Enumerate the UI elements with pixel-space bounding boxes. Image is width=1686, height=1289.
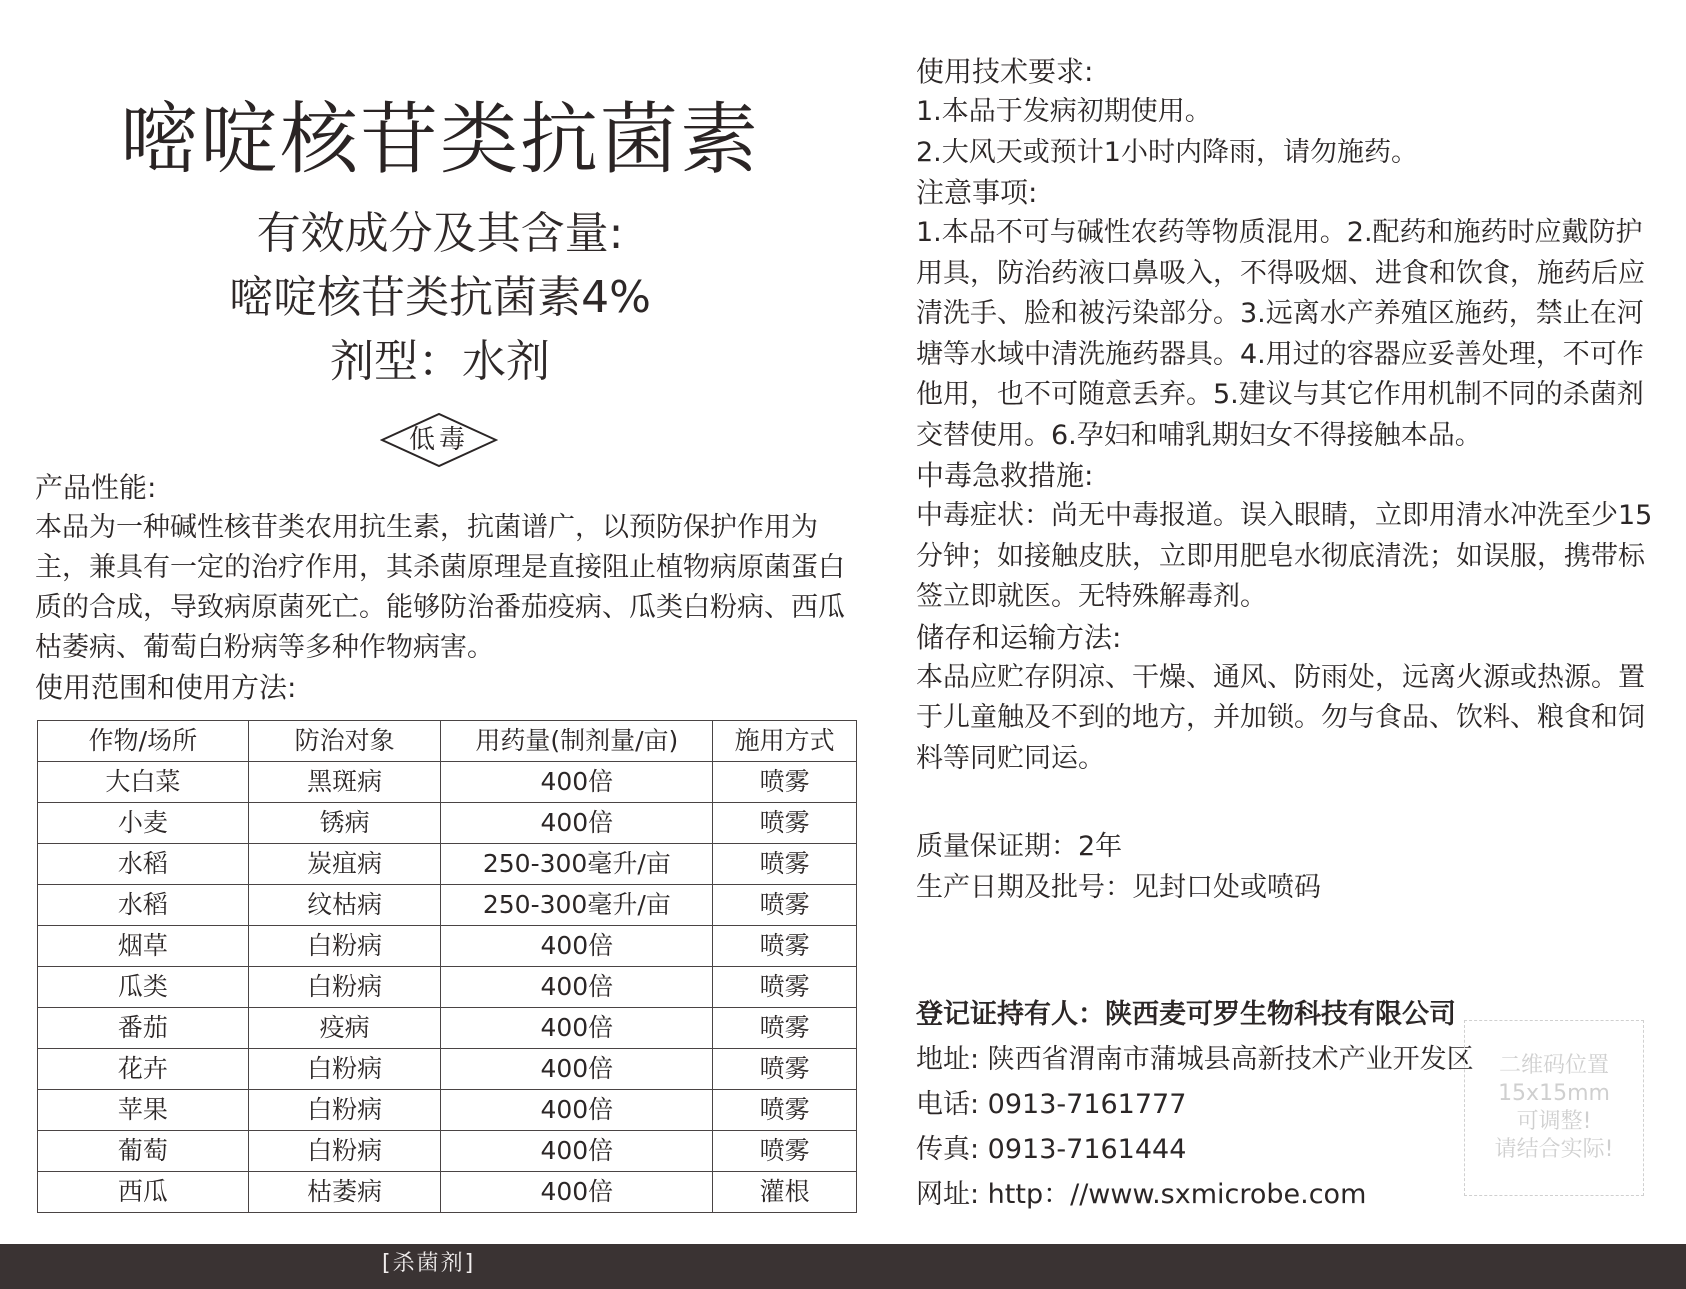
table-cell: 白粉病 xyxy=(248,1049,441,1090)
table-cell: 苹果 xyxy=(38,1090,249,1131)
table-cell: 喷雾 xyxy=(713,926,857,967)
table-cell: 喷雾 xyxy=(713,1131,857,1172)
table-cell: 疫病 xyxy=(248,1008,441,1049)
phone: 电话: 0913-7161777 xyxy=(916,1089,1187,1120)
website: 网址: http：//www.sxmicrobe.com xyxy=(916,1179,1367,1210)
table-cell: 喷雾 xyxy=(713,844,857,885)
table-cell: 枯萎病 xyxy=(248,1172,441,1213)
table-cell: 白粉病 xyxy=(248,1090,441,1131)
table-header-row xyxy=(38,721,857,762)
performance-heading: 产品性能: xyxy=(35,471,157,504)
precautions-heading: 注意事项: xyxy=(916,176,1038,209)
table-cell: 白粉病 xyxy=(248,926,441,967)
table-row xyxy=(38,967,857,1008)
usage-table xyxy=(37,720,857,1213)
technical-heading: 使用技术要求: xyxy=(916,55,1094,88)
table-cell: 喷雾 xyxy=(713,762,857,803)
table-row xyxy=(38,1008,857,1049)
storage-text: 本品应贮存阴凉、干燥、通风、防雨处，远离火源或热源。置于儿童触及不到的地方，并加锁。勿与食品、饮料、粮食和饲料等同贮同运。 xyxy=(916,661,1645,774)
table-row xyxy=(38,803,857,844)
fax: 传真: 0913-7161444 xyxy=(916,1134,1187,1165)
column-header: 用药量(制剂量/亩) xyxy=(441,721,713,762)
address: 地址: 陕西省渭南市蒲城县高新技术产业开发区 xyxy=(916,1044,1474,1075)
table-row xyxy=(38,1172,857,1213)
table-cell: 白粉病 xyxy=(248,967,441,1008)
usage-heading: 使用范围和使用方法: xyxy=(35,671,297,704)
table-cell: 纹枯病 xyxy=(248,885,441,926)
table-cell: 400倍 xyxy=(441,1090,713,1131)
table-cell: 大白菜 xyxy=(38,762,249,803)
table-cell: 西瓜 xyxy=(38,1172,249,1213)
first-aid-text: 中毒症状：尚无中毒报道。误入眼睛，立即用清水冲洗至少15分钟；如接触皮肤，立即用肥皂水彻底清洗；如误服，携带标签立即就医。无特殊解毒剂。 xyxy=(916,500,1653,612)
production-info: 生产日期及批号：见封口处或喷码 xyxy=(916,872,1321,903)
table-cell: 400倍 xyxy=(441,1008,713,1049)
storage-heading: 储存和运输方法: xyxy=(916,620,1122,654)
performance-text: 本品为一种碱性核苷类农用抗生素，抗菌谱广，以预防保护作用为主，兼具有一定的治疗作用，其杀菌原理是直接阻止植物病原菌蛋白质的合成，导致病原菌死亡。能够防治番茄疫病、瓜类白粉病、西瓜枯萎病、葡萄白粉病等多种作物病害。 xyxy=(35,512,845,663)
table-cell: 400倍 xyxy=(441,803,713,844)
qr-placeholder-line: 可调整! xyxy=(1516,1109,1592,1134)
left-column xyxy=(35,468,865,708)
table-cell: 400倍 xyxy=(441,926,713,967)
table-cell: 水稻 xyxy=(38,885,249,926)
product-title: 嘧啶核苷类抗菌素 xyxy=(120,95,761,185)
table-cell: 喷雾 xyxy=(713,1008,857,1049)
table-cell: 喷雾 xyxy=(713,1090,857,1131)
toxicity-badge xyxy=(380,412,498,468)
footer-bar xyxy=(0,1244,1686,1289)
ingredient-content: 嘧啶核苷类抗菌素4% xyxy=(229,272,651,323)
table-cell: 灌根 xyxy=(713,1172,857,1213)
table-cell: 锈病 xyxy=(248,803,441,844)
toxicity-label: 低毒 xyxy=(408,425,469,455)
warranty: 质量保证期：2年 xyxy=(916,831,1123,862)
company-info xyxy=(916,992,1476,1217)
column-header: 作物/场所 xyxy=(38,721,249,762)
table-cell: 白粉病 xyxy=(248,1131,441,1172)
table-row xyxy=(38,1049,857,1090)
table-row xyxy=(38,844,857,885)
usage-table-body xyxy=(38,762,857,1213)
table-cell: 400倍 xyxy=(441,762,713,803)
qr-placeholder-line: 15x15mm xyxy=(1498,1081,1610,1106)
table-row xyxy=(38,762,857,803)
table-row xyxy=(38,926,857,967)
table-cell: 250-300毫升/亩 xyxy=(441,844,713,885)
qr-code-placeholder xyxy=(1464,1020,1644,1196)
column-header: 施用方式 xyxy=(713,721,857,762)
table-cell: 瓜类 xyxy=(38,967,249,1008)
table-cell: 400倍 xyxy=(441,1049,713,1090)
table-row xyxy=(38,1090,857,1131)
table-row xyxy=(38,885,857,926)
technical-item: 2.大风天或预计1小时内降雨，请勿施药。 xyxy=(916,136,1418,168)
right-column xyxy=(916,52,1661,779)
precautions-text: 1.本品不可与碱性农药等物质混用。2.配药和施药时应戴防护用具，防治药液口鼻吸入，不得吸烟、进食和饮食，施药后应清洗手、脸和被污染部分。3.远离水产养殖区施药，禁止在河塘等水域中清洗施药器具。4.用过的容器应妥善处理，不可作他用，也不可随意丢弃。5.建议与其它作用机制不同的杀菌剂交替使用。6.孕妇和哺乳期妇女不得接触本品。 xyxy=(916,217,1645,451)
first-aid-heading: 中毒急救措施: xyxy=(916,459,1094,492)
table-cell: 水稻 xyxy=(38,844,249,885)
table-cell: 400倍 xyxy=(441,967,713,1008)
table-cell: 炭疽病 xyxy=(248,844,441,885)
technical-item: 1.本品于发病初期使用。 xyxy=(916,96,1212,127)
table-cell: 250-300毫升/亩 xyxy=(441,885,713,926)
table-cell: 400倍 xyxy=(441,1131,713,1172)
ingredient-heading: 有效成分及其含量: xyxy=(256,208,624,259)
column-header: 防治对象 xyxy=(248,721,441,762)
table-cell: 黑斑病 xyxy=(248,762,441,803)
qr-placeholder-line: 二维码位置 xyxy=(1498,1053,1609,1078)
table-cell: 小麦 xyxy=(38,803,249,844)
table-cell: 花卉 xyxy=(38,1049,249,1090)
table-cell: 番茄 xyxy=(38,1008,249,1049)
registrant: 登记证持有人：陕西麦可罗生物科技有限公司 xyxy=(916,999,1456,1030)
table-row xyxy=(38,1131,857,1172)
table-cell: 烟草 xyxy=(38,926,249,967)
table-cell: 喷雾 xyxy=(713,967,857,1008)
table-cell: 400倍 xyxy=(441,1172,713,1213)
table-cell: 喷雾 xyxy=(713,1049,857,1090)
category-label: [杀菌剂] xyxy=(382,1251,476,1276)
table-cell: 葡萄 xyxy=(38,1131,249,1172)
qr-placeholder-line: 请结合实际! xyxy=(1494,1137,1614,1162)
formulation: 剂型：水剂 xyxy=(330,336,550,387)
table-cell: 喷雾 xyxy=(713,803,857,844)
table-cell: 喷雾 xyxy=(713,885,857,926)
